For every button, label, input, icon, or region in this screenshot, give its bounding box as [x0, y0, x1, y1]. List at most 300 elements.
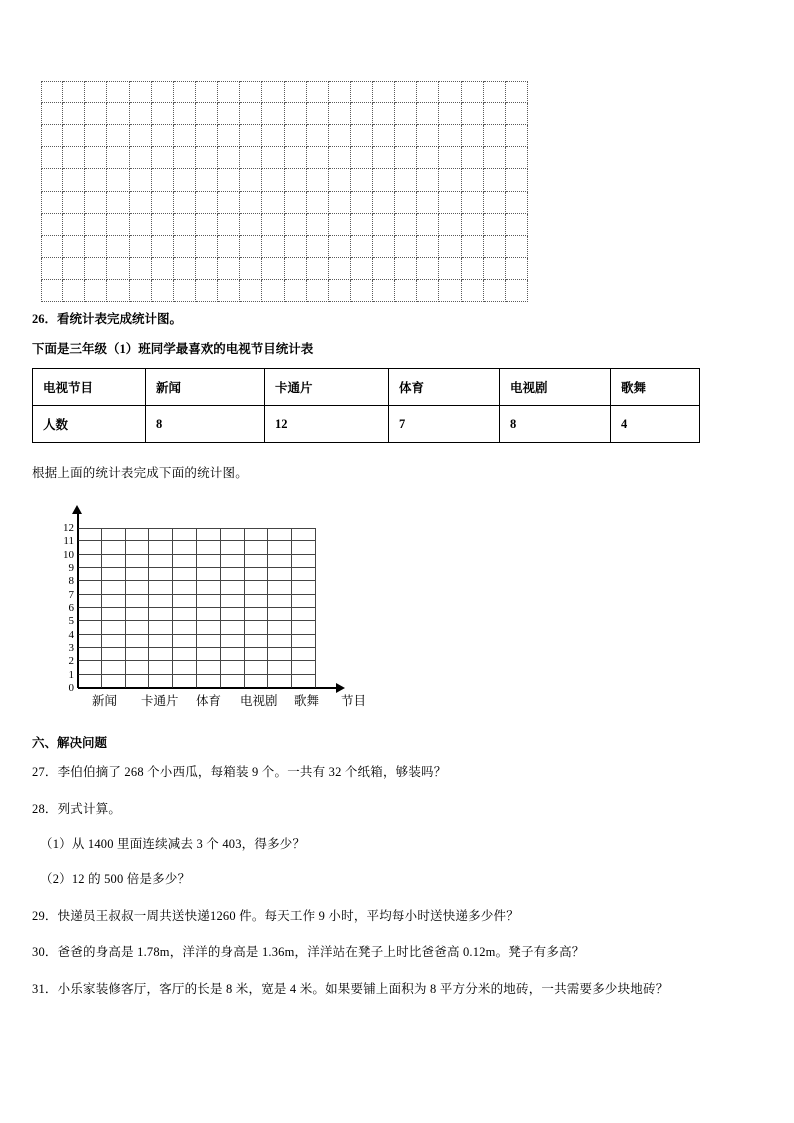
grid-cell: [395, 258, 417, 280]
grid-cell: [439, 147, 461, 169]
grid-cell: [107, 103, 129, 125]
grid-cell: [130, 169, 152, 191]
y-tick-label: 3: [68, 642, 74, 654]
grid-cell: [41, 214, 63, 236]
grid-cell: [285, 258, 307, 280]
grid-cell: [351, 192, 373, 214]
grid-cell: [373, 214, 395, 236]
y-tick-label: 11: [63, 535, 74, 548]
grid-cell: [506, 125, 528, 147]
chart-grid-cell: [126, 608, 150, 621]
grid-cell: [484, 147, 506, 169]
chart-grid-cell: [292, 661, 316, 674]
chart-grid-cell: [149, 621, 173, 634]
grid-cell: [262, 169, 284, 191]
grid-cell: [417, 147, 439, 169]
chart-grid-cell: [268, 528, 292, 541]
chart-grid-cell: [292, 541, 316, 554]
x-axis-label-0: 新闻: [92, 694, 118, 708]
grid-cell: [307, 147, 329, 169]
grid-cell: [218, 258, 240, 280]
grid-cell: [484, 236, 506, 258]
grid-cell: [262, 147, 284, 169]
chart-grid-cell: [102, 595, 126, 608]
chart-grid-cell: [245, 621, 269, 634]
chart-grid-cell: [126, 555, 150, 568]
chart-grid-cell: [197, 595, 221, 608]
grid-cell: [506, 103, 528, 125]
chart-grid-cell: [126, 635, 150, 648]
grid-cell: [329, 147, 351, 169]
table-row: [33, 369, 700, 406]
grid-cell: [329, 236, 351, 258]
chart-grid-cell: [245, 568, 269, 581]
bar-chart-blank: [0, 495, 420, 725]
grid-cell: [85, 169, 107, 191]
grid-cell: [307, 81, 329, 103]
grid-cell: [262, 125, 284, 147]
grid-cell: [196, 280, 218, 302]
chart-grid-cell: [78, 661, 102, 674]
question-26-number: 26．看统计表完成统计图。: [32, 312, 183, 326]
grid-cell: [63, 280, 85, 302]
y-tick-label: 2: [68, 655, 74, 668]
chart-grid-cell: [245, 661, 269, 674]
grid-cell: [439, 103, 461, 125]
grid-cell: [240, 192, 262, 214]
y-tick-label: 9: [68, 562, 74, 574]
grid-cell: [373, 169, 395, 191]
chart-grid-cell: [221, 568, 245, 581]
grid-cell: [462, 214, 484, 236]
chart-grid-cell: [102, 621, 126, 634]
section-six-heading: 六、解决问题: [32, 736, 108, 750]
grid-cell: [439, 280, 461, 302]
grid-cell: [107, 236, 129, 258]
chart-grid-cell: [149, 581, 173, 594]
chart-grid-cell: [221, 661, 245, 674]
grid-cell: [285, 81, 307, 103]
chart-grid-cell: [149, 661, 173, 674]
grid-cell: [196, 125, 218, 147]
grid-cell: [484, 81, 506, 103]
grid-cell: [130, 280, 152, 302]
grid-cell: [439, 125, 461, 147]
chart-grid-cell: [268, 568, 292, 581]
y-tick-label: 1: [68, 668, 74, 681]
grid-cell: [41, 81, 63, 103]
chart-grid-cell: [78, 621, 102, 634]
chart-grid-cell: [292, 568, 316, 581]
grid-cell: [506, 147, 528, 169]
grid-cell: [152, 236, 174, 258]
chart-grid-cell: [268, 555, 292, 568]
chart-grid-cell: [221, 635, 245, 648]
chart-grid-cell: [78, 635, 102, 648]
grid-cell: [373, 192, 395, 214]
chart-grid-cell: [197, 608, 221, 621]
grid-cell: [218, 103, 240, 125]
grid-cell: [373, 81, 395, 103]
grid-cell: [285, 236, 307, 258]
grid-cell: [262, 258, 284, 280]
grid-cell: [417, 214, 439, 236]
grid-cell: [439, 81, 461, 103]
grid-cell: [63, 214, 85, 236]
chart-grid-cell: [126, 621, 150, 634]
grid-cell: [351, 169, 373, 191]
question-28-part-1: （1）从 1400 里面连续减去 3 个 403，得多少？: [40, 837, 306, 851]
grid-cell: [240, 103, 262, 125]
grid-cell: [262, 280, 284, 302]
chart-grid-cell: [126, 648, 150, 661]
chart-grid-cell: [197, 581, 221, 594]
chart-grid-cell: [149, 675, 173, 688]
table-row: [33, 406, 700, 443]
grid-cell: [373, 147, 395, 169]
chart-grid-cell: [126, 675, 150, 688]
question-30: 30．爸爸的身高是 1.78m，洋洋的身高是 1.36m，洋洋站在凳子上时比爸爸高 0.12m。凳子有多高？: [32, 945, 585, 959]
question-28-part-2: （2）12 的 500 倍是多少？: [40, 872, 191, 886]
chart-grid-cell: [78, 648, 102, 661]
grid-cell: [85, 125, 107, 147]
grid-cell: [63, 258, 85, 280]
chart-grid-cell: [149, 568, 173, 581]
grid-cell: [240, 280, 262, 302]
chart-grid-cell: [126, 595, 150, 608]
grid-cell: [373, 236, 395, 258]
question-28: 28．列式计算。: [32, 802, 122, 816]
chart-grid-cell: [149, 528, 173, 541]
y-tick-label: 5: [68, 615, 74, 628]
grid-cell: [484, 192, 506, 214]
grid-cell: [307, 280, 329, 302]
grid-cell: [240, 81, 262, 103]
grid-cell: [484, 125, 506, 147]
question-29: 29．快递员王叔叔一周共送快递1260 件。每天工作 9 小时，平均每小时送快递多少件？: [32, 909, 519, 923]
chart-grid-cell: [173, 568, 197, 581]
grid-cell: [107, 169, 129, 191]
grid-cell: [351, 236, 373, 258]
chart-grid-cell: [245, 555, 269, 568]
chart-grid-cell: [221, 608, 245, 621]
grid-cell: [395, 192, 417, 214]
grid-cell: [107, 125, 129, 147]
grid-cell: [262, 81, 284, 103]
grid-cell: [130, 258, 152, 280]
grid-cell: [373, 103, 395, 125]
y-tick-label: 10: [63, 548, 74, 561]
chart-grid-cell: [78, 555, 102, 568]
grid-cell: [152, 103, 174, 125]
grid-cell: [351, 214, 373, 236]
grid-cell: [218, 280, 240, 302]
grid-cell: [85, 280, 107, 302]
chart-grid-cell: [245, 675, 269, 688]
tv-program-stat-table: [32, 368, 700, 443]
grid-cell: [218, 236, 240, 258]
grid-cell: [218, 214, 240, 236]
grid-cell: [395, 81, 417, 103]
grid-cell: [484, 214, 506, 236]
grid-cell: [174, 147, 196, 169]
grid-cell: [174, 258, 196, 280]
grid-cell: [107, 280, 129, 302]
grid-cell: [395, 103, 417, 125]
grid-cell: [351, 147, 373, 169]
chart-grid-cell: [268, 675, 292, 688]
grid-cell: [484, 169, 506, 191]
chart-grid-cell: [78, 581, 102, 594]
grid-cell: [351, 81, 373, 103]
chart-grid-cell: [173, 675, 197, 688]
chart-grid-cell: [268, 608, 292, 621]
row-header-program: 电视节目: [33, 369, 146, 406]
chart-grid-cell: [197, 648, 221, 661]
grid-cell: [218, 169, 240, 191]
grid-cell: [462, 81, 484, 103]
chart-grid-cell: [149, 635, 173, 648]
grid-cell: [152, 280, 174, 302]
grid-cell: [329, 125, 351, 147]
grid-cell: [462, 125, 484, 147]
grid-cell: [395, 236, 417, 258]
grid-cell: [174, 280, 196, 302]
grid-cell: [85, 103, 107, 125]
chart-grid-cell: [149, 595, 173, 608]
chart-grid-cell: [149, 555, 173, 568]
chart-grid-cell: [102, 581, 126, 594]
grid-cell: [41, 236, 63, 258]
chart-grid-cell: [173, 621, 197, 634]
chart-grid-cell: [221, 581, 245, 594]
grid-cell: [329, 81, 351, 103]
chart-grid-cell: [102, 608, 126, 621]
grid-cell: [130, 147, 152, 169]
grid-cell: [506, 258, 528, 280]
chart-grid-cell: [78, 595, 102, 608]
chart-grid-cell: [173, 541, 197, 554]
grid-cell: [285, 214, 307, 236]
chart-grid-cell: [245, 635, 269, 648]
chart-grid-cell: [292, 675, 316, 688]
grid-cell: [329, 258, 351, 280]
chart-grid-cell: [102, 528, 126, 541]
grid-cell: [240, 258, 262, 280]
chart-grid-cell: [197, 555, 221, 568]
chart-grid-cell: [173, 555, 197, 568]
grid-cell: [307, 169, 329, 191]
grid-cell: [307, 258, 329, 280]
grid-cell: [373, 280, 395, 302]
grid-cell: [107, 214, 129, 236]
cell-category-3: 电视剧: [500, 369, 611, 406]
grid-cell: [107, 81, 129, 103]
x-axis-label-4: 歌舞: [294, 694, 320, 708]
grid-cell: [506, 214, 528, 236]
chart-grid-cell: [78, 528, 102, 541]
y-tick-label: 12: [63, 522, 74, 534]
chart-grid-cell: [292, 635, 316, 648]
grid-cell: [130, 81, 152, 103]
grid-cell: [41, 169, 63, 191]
chart-grid-cell: [197, 675, 221, 688]
grid-cell: [85, 192, 107, 214]
grid-cell: [307, 103, 329, 125]
grid-cell: [63, 81, 85, 103]
grid-cell: [373, 125, 395, 147]
chart-grid-cell: [197, 568, 221, 581]
grid-cell: [462, 192, 484, 214]
grid-cell: [506, 81, 528, 103]
grid-cell: [484, 280, 506, 302]
grid-cell: [262, 236, 284, 258]
chart-grid-cell: [173, 635, 197, 648]
grid-cell: [196, 103, 218, 125]
grid-cell: [196, 214, 218, 236]
cell-count-1: 12: [265, 406, 389, 443]
grid-cell: [174, 214, 196, 236]
grid-cell: [329, 214, 351, 236]
chart-grid-cell: [173, 608, 197, 621]
grid-cell: [329, 103, 351, 125]
grid-cell: [152, 214, 174, 236]
chart-grid-cell: [126, 661, 150, 674]
chart-grid-cell: [245, 528, 269, 541]
grid-cell: [329, 280, 351, 302]
chart-grid-cell: [173, 648, 197, 661]
grid-cell: [174, 192, 196, 214]
chart-grid-cell: [245, 648, 269, 661]
chart-grid-cell: [102, 675, 126, 688]
grid-cell: [395, 169, 417, 191]
x-axis-label-unit: 节目: [341, 694, 367, 708]
grid-cell: [41, 147, 63, 169]
chart-grid-cell: [292, 621, 316, 634]
grid-cell: [395, 214, 417, 236]
y-tick-label: 8: [68, 575, 74, 588]
chart-grid-cell: [197, 621, 221, 634]
question-26-chart-intro: 根据上面的统计表完成下面的统计图。: [32, 466, 248, 480]
chart-grid-cell: [102, 648, 126, 661]
chart-grid-cell: [173, 528, 197, 541]
grid-cell: [417, 280, 439, 302]
chart-grid-cell: [102, 555, 126, 568]
grid-cell: [196, 236, 218, 258]
cell-category-0: 新闻: [146, 369, 265, 406]
grid-cell: [107, 258, 129, 280]
grid-cell: [130, 192, 152, 214]
grid-cell: [351, 125, 373, 147]
grid-cell: [506, 192, 528, 214]
chart-grid-cell: [102, 568, 126, 581]
cell-category-2: 体育: [389, 369, 500, 406]
grid-cell: [85, 236, 107, 258]
chart-grid-cell: [126, 541, 150, 554]
chart-grid-cell: [292, 581, 316, 594]
grid-cell: [462, 147, 484, 169]
chart-grid-cell: [268, 581, 292, 594]
grid-cell: [262, 103, 284, 125]
grid-cell: [174, 81, 196, 103]
chart-grid-cell: [268, 541, 292, 554]
cell-count-4: 4: [611, 406, 700, 443]
grid-cell: [439, 258, 461, 280]
grid-cell: [196, 147, 218, 169]
grid-cell: [63, 169, 85, 191]
chart-grid-cell: [197, 661, 221, 674]
grid-cell: [63, 147, 85, 169]
grid-cell: [462, 258, 484, 280]
grid-cell: [85, 258, 107, 280]
grid-cell: [351, 280, 373, 302]
grid-cell: [152, 192, 174, 214]
grid-cell: [85, 147, 107, 169]
y-tick-label: 7: [68, 588, 74, 601]
grid-cell: [174, 103, 196, 125]
grid-cell: [285, 280, 307, 302]
grid-cell: [395, 125, 417, 147]
grid-cell: [417, 103, 439, 125]
chart-grid-cell: [102, 635, 126, 648]
grid-cell: [307, 236, 329, 258]
grid-cell: [130, 125, 152, 147]
x-axis-label-3: 电视剧: [240, 694, 278, 708]
chart-grid-cell: [221, 648, 245, 661]
grid-cell: [285, 192, 307, 214]
grid-cell: [506, 236, 528, 258]
grid-cell: [41, 125, 63, 147]
grid-cell: [107, 147, 129, 169]
grid-cell: [218, 125, 240, 147]
grid-cell: [462, 103, 484, 125]
grid-cell: [63, 192, 85, 214]
question-26-table-intro: 下面是三年级（1）班同学最喜欢的电视节目统计表: [32, 342, 314, 356]
grid-cell: [41, 192, 63, 214]
grid-cell: [240, 169, 262, 191]
grid-cell: [373, 258, 395, 280]
y-tick-label: 0: [68, 682, 74, 694]
grid-cell: [285, 147, 307, 169]
grid-cell: [484, 258, 506, 280]
grid-cell: [240, 214, 262, 236]
chart-grid-cell: [149, 608, 173, 621]
grid-cell: [218, 81, 240, 103]
grid-cell: [196, 81, 218, 103]
chart-grid-cell: [245, 608, 269, 621]
cell-count-0: 8: [146, 406, 265, 443]
cell-category-4: 歌舞: [611, 369, 700, 406]
chart-grid-cell: [292, 648, 316, 661]
grid-cell: [262, 214, 284, 236]
grid-cell: [395, 280, 417, 302]
chart-grid-cell: [78, 541, 102, 554]
x-axis-label-1: 卡通片: [141, 694, 179, 708]
chart-grid-cell: [268, 595, 292, 608]
grid-cell: [329, 169, 351, 191]
chart-plot-grid: [78, 528, 316, 688]
chart-grid-cell: [292, 555, 316, 568]
grid-cell: [240, 147, 262, 169]
grid-cell: [439, 169, 461, 191]
chart-grid-cell: [221, 541, 245, 554]
grid-cell: [218, 192, 240, 214]
chart-grid-cell: [245, 541, 269, 554]
chart-grid-cell: [149, 541, 173, 554]
chart-grid-cell: [126, 581, 150, 594]
grid-cell: [262, 192, 284, 214]
grid-cell: [417, 81, 439, 103]
